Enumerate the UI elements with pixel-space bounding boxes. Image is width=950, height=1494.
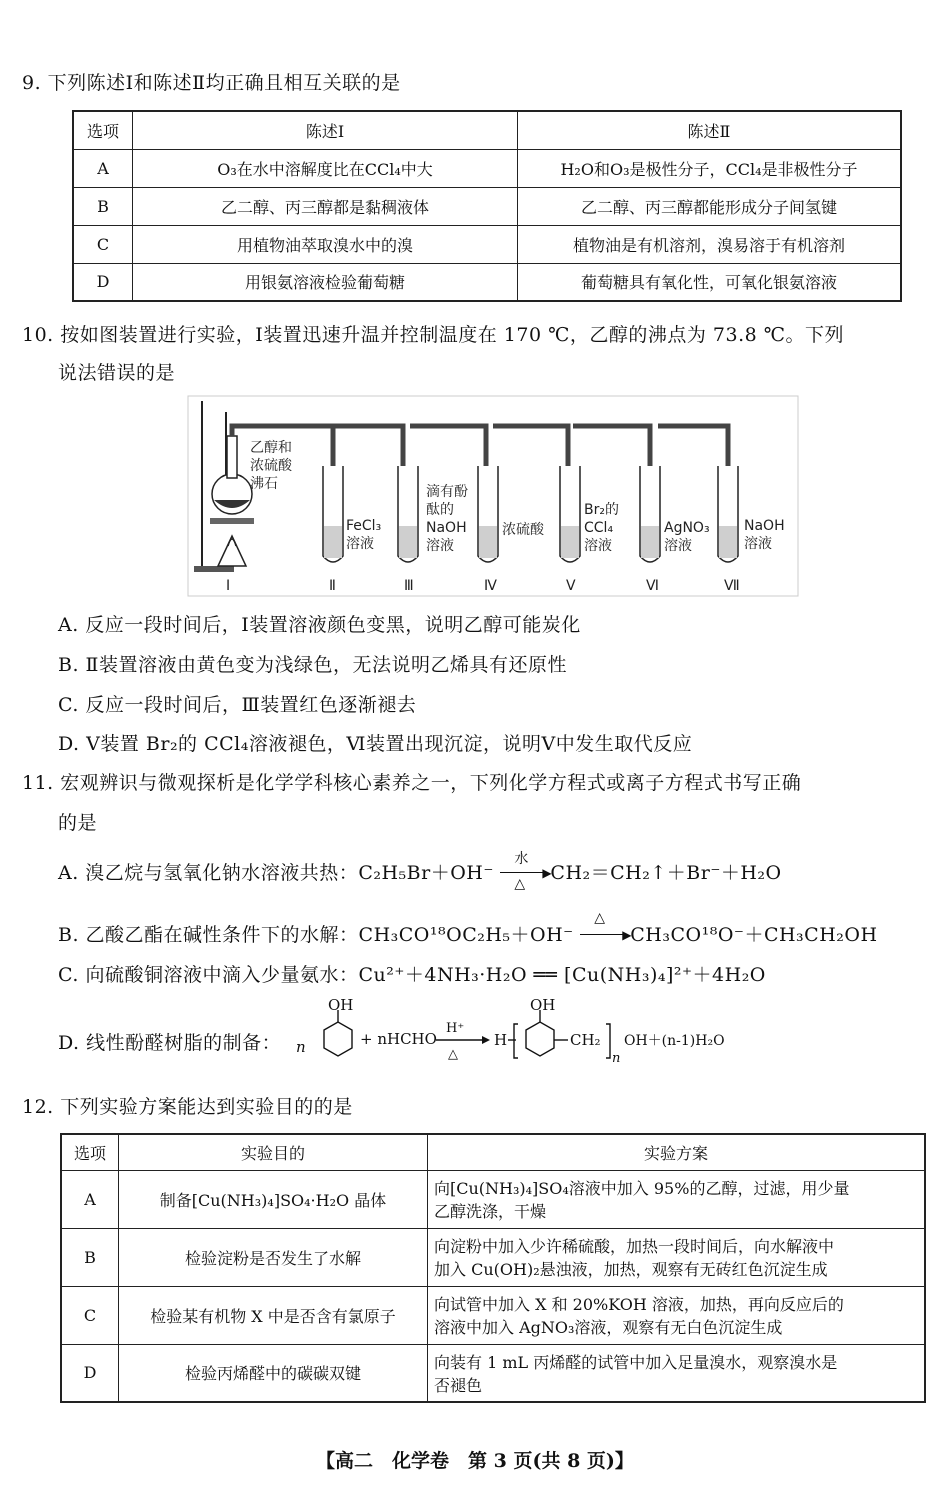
q12-d-goal: 检验丙烯醛中的碳碳双键 bbox=[119, 1344, 428, 1402]
table-row bbox=[73, 187, 901, 225]
flask-label-3: 沸石 bbox=[250, 476, 278, 492]
q9-b-s1: 乙二醇、丙三醇都是黏稠液体 bbox=[133, 187, 518, 225]
q10-option-a: A. 反应一段时间后，Ⅰ装置溶液颜色变黑，说明乙醇可能炭化 bbox=[58, 614, 581, 636]
q9-a-s1: O₃在水中溶解度比在CCl₄中大 bbox=[133, 149, 518, 187]
d-n: n bbox=[296, 1038, 306, 1056]
tube3-label-1: 滴有酚 bbox=[426, 484, 468, 500]
d-hcho: + nHCHO bbox=[360, 1030, 437, 1048]
q12-stem: 12. 下列实验方案能达到实验目的的是 bbox=[22, 1096, 353, 1118]
reaction-arrow: 水 ▶ △ bbox=[500, 864, 550, 884]
q11-option-a bbox=[58, 851, 782, 892]
flask-label-1: 乙醇和 bbox=[250, 440, 292, 456]
q11-a-below: △ bbox=[514, 876, 526, 892]
q10-option-c: C. 反应一段时间后，Ⅲ装置红色逐渐褪去 bbox=[58, 694, 417, 716]
q11-a-right: CH₂＝CH₂↑＋Br⁻＋H₂O bbox=[550, 862, 782, 884]
roman-3: Ⅲ bbox=[404, 578, 414, 594]
q9-header-s2: 陈述Ⅱ bbox=[518, 111, 902, 149]
d-below: △ bbox=[448, 1047, 458, 1062]
table-row bbox=[73, 149, 901, 187]
q11-a-above: 水 bbox=[514, 851, 529, 867]
q12-opt-b: B bbox=[61, 1228, 119, 1286]
q12-opt-c: C bbox=[61, 1286, 119, 1344]
q11-b-above: △ bbox=[594, 910, 606, 926]
q9-opt-d: D bbox=[73, 263, 133, 301]
q10-option-b: B. Ⅱ装置溶液由黄色变为浅绿色，无法说明乙烯具有还原性 bbox=[58, 654, 567, 676]
q10-stem-2: 说法错误的是 bbox=[58, 362, 176, 384]
tube3-label-4: 溶液 bbox=[426, 538, 454, 554]
q12-a-goal: 制备[Cu(NH₃)₄]SO₄·H₂O 晶体 bbox=[119, 1170, 428, 1228]
q11-stem-2: 的是 bbox=[58, 812, 98, 834]
table-row bbox=[61, 1228, 925, 1286]
q9-opt-c: C bbox=[73, 225, 133, 263]
q9-b-s2: 乙二醇、丙三醇都能形成分子间氢键 bbox=[518, 187, 902, 225]
q12-c-plan: 向试管中加入 X 和 20%KOH 溶液，加热，再向反应后的 溶液中加入 AgNO₃溶液，观察有无白色沉淀生成 bbox=[428, 1286, 926, 1344]
q11-option-b bbox=[58, 910, 878, 947]
q11-a-left: C₂H₅Br＋OH⁻ bbox=[358, 862, 494, 884]
tube5-label-2: CCl₄ bbox=[584, 520, 614, 536]
q9-d-s2: 葡萄糖具有氧化性，可氧化银氨溶液 bbox=[518, 263, 902, 301]
q12-d-plan: 向装有 1 mL 丙烯醛的试管中加入足量溴水，观察溴水是 否褪色 bbox=[428, 1344, 926, 1402]
q11-option-c bbox=[58, 960, 766, 987]
q9-header-opt: 选项 bbox=[73, 111, 133, 149]
d-n2: n bbox=[612, 1051, 621, 1066]
q12-opt-d: D bbox=[61, 1344, 119, 1402]
q12-a-plan: 向[Cu(NH₃)₄]SO₄溶液中加入 95%的乙醇，过滤，用少量 乙醇洗涤，干燥 bbox=[428, 1170, 926, 1228]
d-oh: OH bbox=[328, 996, 354, 1014]
table-row bbox=[61, 1170, 925, 1228]
phenol-formaldehyde-equation bbox=[294, 996, 725, 1076]
d-oh-2: OH bbox=[530, 996, 556, 1014]
tube6-label-2: 溶液 bbox=[664, 538, 692, 554]
q9-stem: 9. 下列陈述Ⅰ和陈述Ⅱ均正确且相互关联的是 bbox=[22, 72, 401, 94]
table-row bbox=[61, 1286, 925, 1344]
tube4-label: 浓硫酸 bbox=[502, 522, 544, 538]
tube5-label-1: Br₂的 bbox=[584, 502, 619, 518]
table-row bbox=[61, 1344, 925, 1402]
q11-a-label: A. 溴乙烷与氢氧化钠水溶液共热： bbox=[58, 862, 359, 884]
roman-5: Ⅴ bbox=[566, 578, 576, 594]
roman-1: Ⅰ bbox=[226, 578, 231, 594]
d-ch2: CH₂ bbox=[570, 1031, 601, 1049]
q11-stem-1: 11. 宏观辨识与微观探析是化学学科核心素养之一，下列化学方程式或离子方程式书写正确 bbox=[22, 772, 802, 794]
tube3-label-2: 酞的 bbox=[426, 502, 454, 518]
table-row bbox=[73, 225, 901, 263]
q11-b-left: CH₃CO¹⁸OC₂H₅＋OH⁻ bbox=[358, 924, 574, 946]
d-above: H⁺ bbox=[446, 1021, 465, 1036]
q12-b-plan: 向淀粉中加入少许稀硫酸，加热一段时间后，向水解液中 加入 Cu(OH)₂悬浊液，加热，观察有无砖红色沉淀生成 bbox=[428, 1228, 926, 1286]
roman-6: Ⅵ bbox=[646, 578, 659, 594]
tube2-label-2: 溶液 bbox=[346, 536, 374, 552]
tube5-label-3: 溶液 bbox=[584, 538, 612, 554]
q12-header-plan: 实验方案 bbox=[428, 1134, 926, 1170]
q9-opt-b: B bbox=[73, 187, 133, 225]
tube3-label-3: NaOH bbox=[426, 520, 467, 536]
q11-b-label: B. 乙酸乙酯在碱性条件下的水解： bbox=[58, 924, 359, 946]
tube2-label-1: FeCl₃ bbox=[346, 518, 382, 534]
table-row bbox=[73, 263, 901, 301]
q10-option-d: D. Ⅴ装置 Br₂的 CCl₄溶液褪色，Ⅵ装置出现沉淀，说明Ⅴ中发生取代反应 bbox=[58, 733, 693, 755]
apparatus-figure bbox=[188, 396, 798, 596]
d-h: H bbox=[494, 1031, 508, 1049]
q12-c-goal: 检验某有机物 X 中是否含有氯原子 bbox=[119, 1286, 428, 1344]
page-footer: 【高二 化学卷 第 3 页(共 8 页)】 bbox=[316, 1450, 634, 1472]
q9-c-s1: 用植物油萃取溴水中的溴 bbox=[133, 225, 518, 263]
tube7-label-2: 溶液 bbox=[744, 536, 772, 552]
q12-table bbox=[60, 1133, 926, 1403]
q9-d-s1: 用银氨溶液检验葡萄糖 bbox=[133, 263, 518, 301]
q11-c-label: C. 向硫酸铜溶液中滴入少量氨水： bbox=[58, 964, 359, 986]
reaction-arrow: △ ▶ bbox=[580, 926, 630, 946]
q9-table bbox=[72, 110, 902, 302]
tube6-label-1: AgNO₃ bbox=[664, 520, 710, 536]
q11-b-right: CH₃CO¹⁸O⁻＋CH₃CH₂OH bbox=[630, 924, 878, 946]
q9-header-s1: 陈述Ⅰ bbox=[133, 111, 518, 149]
q9-c-s2: 植物油是有机溶剂，溴易溶于有机溶剂 bbox=[518, 225, 902, 263]
q12-opt-a: A bbox=[61, 1170, 119, 1228]
tube7-label-1: NaOH bbox=[744, 518, 785, 534]
roman-7: Ⅶ bbox=[724, 578, 740, 594]
q11-c-eq: Cu²⁺＋4NH₃·H₂O ══ [Cu(NH₃)₄]²⁺＋4H₂O bbox=[358, 964, 766, 986]
q12-header-opt: 选项 bbox=[61, 1134, 119, 1170]
q10-stem-1: 10. 按如图装置进行实验，Ⅰ装置迅速升温并控制温度在 170 ℃，乙醇的沸点为 73.8 ℃。下列 bbox=[22, 324, 844, 346]
q11-option-d-label: D. 线性酚醛树脂的制备： bbox=[58, 1032, 282, 1054]
q12-header-goal: 实验目的 bbox=[119, 1134, 428, 1170]
flask-label-2: 浓硫酸 bbox=[250, 458, 292, 474]
q9-opt-a: A bbox=[73, 149, 133, 187]
q9-a-s2: H₂O和O₃是极性分子，CCl₄是非极性分子 bbox=[518, 149, 902, 187]
d-tail: OH＋(n-1)H₂O bbox=[624, 1033, 725, 1049]
roman-2: Ⅱ bbox=[329, 578, 336, 594]
q12-b-goal: 检验淀粉是否发生了水解 bbox=[119, 1228, 428, 1286]
roman-4: Ⅳ bbox=[484, 578, 497, 594]
